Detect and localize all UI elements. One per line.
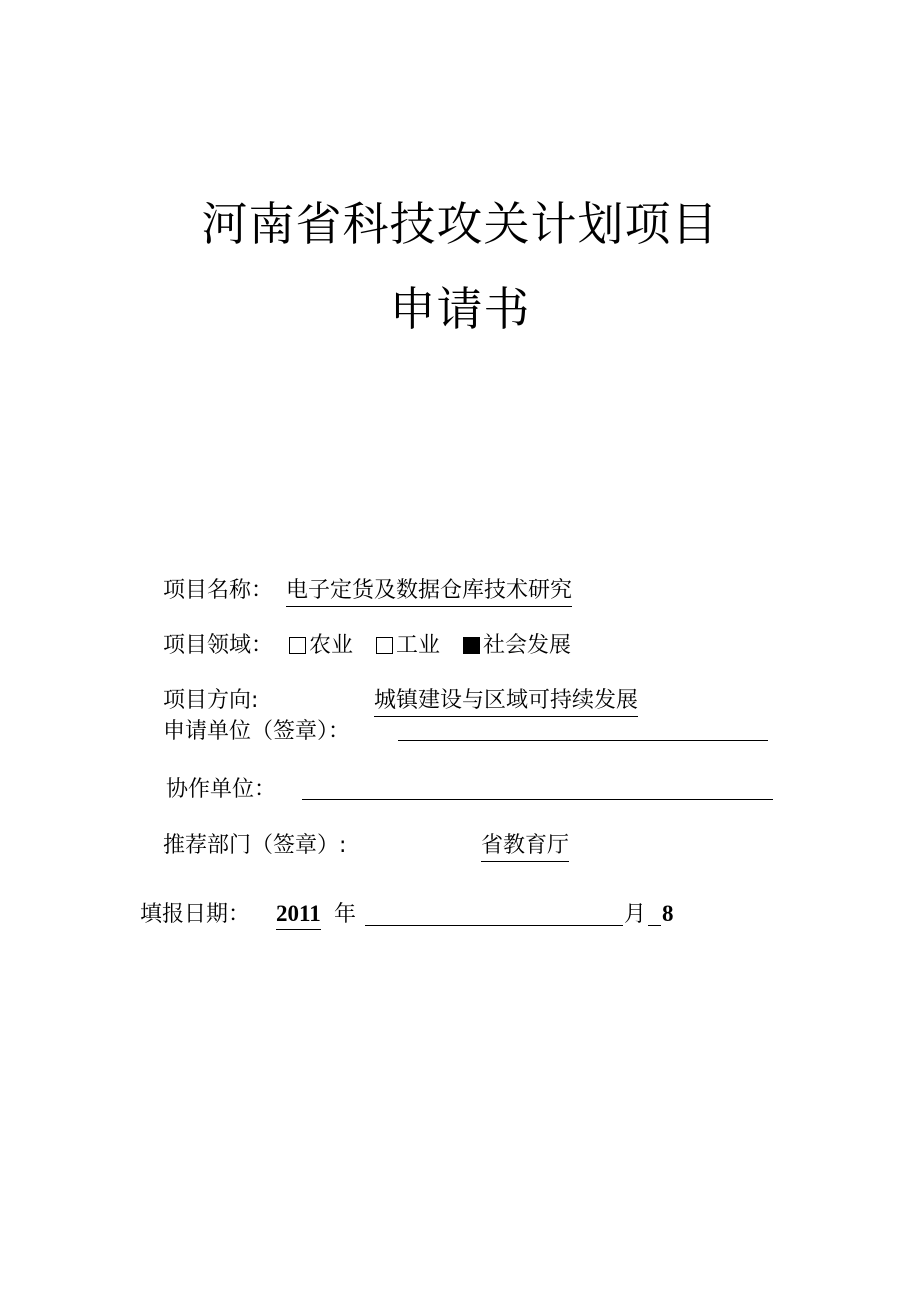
checkbox-industry[interactable]	[376, 637, 393, 654]
fill-date-month-blank[interactable]	[365, 925, 623, 926]
title-line-1: 河南省科技攻关计划项目	[201, 197, 719, 251]
project-name-value[interactable]: 电子定货及数据仓库技术研究	[286, 576, 572, 607]
applicant-unit-blank[interactable]	[398, 740, 768, 741]
cooperating-unit-label: 协作单位：	[166, 777, 277, 802]
project-name-label: 项目名称：	[163, 578, 274, 603]
fill-date-day-underline	[648, 925, 661, 926]
fill-date-row	[140, 900, 250, 930]
fill-date-year[interactable]: 2011	[276, 899, 321, 930]
domain-option-social[interactable]	[463, 631, 571, 661]
applicant-unit-row	[163, 717, 350, 747]
domain-option-agriculture-label: 农业	[309, 633, 354, 658]
checkbox-agriculture[interactable]	[289, 637, 306, 654]
fill-date-day[interactable]: 8	[662, 901, 674, 926]
domain-option-social-label: 社会发展	[483, 633, 572, 658]
project-direction-label: 项目方向:	[163, 688, 259, 713]
recommending-dept-value[interactable]: 省教育厅	[481, 831, 569, 862]
recommending-dept-row	[163, 831, 346, 861]
cooperating-unit-blank[interactable]	[302, 799, 773, 800]
domain-option-industry-label: 工业	[396, 633, 441, 658]
title-line-2: 申请书	[389, 282, 531, 336]
domain-option-agriculture[interactable]	[289, 631, 353, 661]
applicant-unit-label: 申请单位（签章）：	[163, 719, 351, 744]
project-domain-label: 项目领域：	[163, 633, 274, 658]
fill-date-label: 填报日期：	[140, 902, 251, 927]
checkbox-social-development-checked[interactable]	[463, 637, 480, 654]
domain-option-industry[interactable]	[376, 631, 440, 661]
project-direction-value[interactable]: 城镇建设与区域可持续发展	[374, 686, 638, 717]
project-direction-row	[163, 686, 258, 716]
cooperating-unit-row	[166, 775, 276, 805]
fill-date-year-unit: 年	[334, 902, 357, 927]
project-name-row	[163, 576, 273, 606]
project-domain-row	[163, 631, 273, 661]
recommending-dept-label: 推荐部门（签章）:	[163, 833, 347, 858]
fill-date-month-unit: 月	[624, 902, 647, 927]
